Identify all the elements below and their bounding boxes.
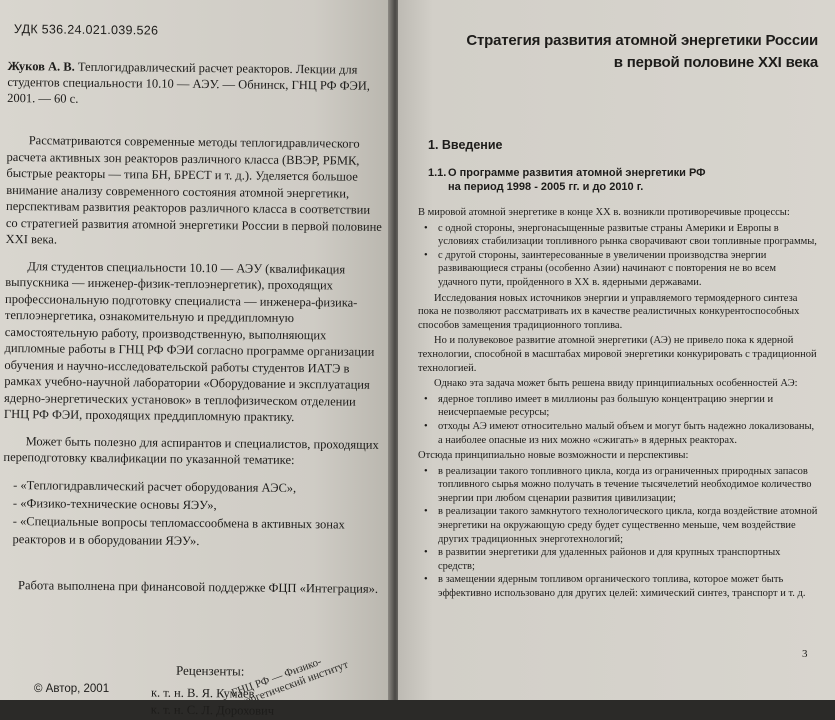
annotation-paragraph-1: Рассматриваются современные методы теплогидравлического расчета активных зон реакторов различного класса (ВВЭР, РБМК, быстрые реакторы — типа БН, БРЕСТ и т. д.). Уделяется большое внимание анализу современного состояния атомной энергетики, перспективам развития реакторов различного класса в соответствии со стратегией развития атомной энергетики России в первой половине XXI века.: [5, 133, 382, 247]
annotation-author: Жуков А. В.: [7, 58, 75, 74]
subsection-title-line-2: на период 1998 - 2005 гг. и до 2010 г.: [448, 181, 644, 193]
body-paragraph-1: В мировой атомной энергетике в конце XX в. возникли противоречивые процессы:: [418, 207, 790, 218]
body-paragraph-2: Исследования новых источников энергии и управляемого термоядерного синтеза пока не позволяют рассматривать их в качестве реалистичных конкурентоспособных способов замещения традиционного топлива.: [418, 292, 800, 331]
section-title: 1. Введение: [428, 138, 503, 152]
copyright: © Автор, 2001: [34, 683, 110, 695]
publisher-line: ГНЦ РФ — Физико-энергетический институт: [230, 655, 350, 711]
funding-note: Работа выполнена при финансовой поддержке ФЦП «Интеграция».: [18, 577, 379, 596]
list-item: • с одной стороны, энергонасыщенные развитые страны Америки и Европы в условиях стабилизации топливного рынка сворачивают свои топливные программы,: [418, 222, 818, 249]
annotation-paragraph-3: Может быть полезно для аспирантов и специалистов, проходящих переподготовку квалификации по указанной тематике:: [3, 433, 379, 468]
process-list: [418, 222, 818, 290]
udc-code: УДК 536.24.021.039.526: [13, 22, 159, 38]
features-list: [418, 393, 818, 447]
topic-list: [2, 475, 381, 551]
reviewers-title: Рецензенты:: [175, 662, 245, 679]
list-item: • в реализации такого замкнутого технологического цикла, когда воздействие атомной энергетики на окружающую среду будет существенно меньше, чем воздействие других традиционных энерготехнологий;: [418, 505, 818, 546]
body-paragraph-4: Однако эта задача может быть решена ввиду принципиальных особенностей АЭ:: [434, 378, 798, 390]
left-page: [0, 0, 392, 718]
list-item: • с другой стороны, заинтересованные в увеличении производства энергии развивающиеся страны (особенно Азии) начинают с повторения не во всем удачного пути, пройденного в XX в. ядерными державами.: [418, 249, 818, 290]
reviewer-name: к. т. н. С. Л. Дорохович: [150, 702, 275, 718]
topic-item: - «Специальные вопросы тепломассообмена в активных зонах реакторов и в оборудовании ЯЭУ».: [12, 513, 345, 548]
annotation-header: [7, 58, 385, 110]
body-paragraph-5: Отсюда принципиально новые возможности и перспективы:: [418, 450, 689, 462]
subsection-number: 1.1.: [428, 167, 447, 179]
list-item: • в реализации такого топливного цикла, когда из ограниченных природных запасов топливного сырья можно получать в течение тысячелетий необходимое количество энергии при любом сценарии развития цивилизации;: [418, 465, 818, 506]
prospects-list: [418, 465, 818, 601]
list-item: • ядерное топливо имеет в миллионы раз большую концентрацию энергии и неисчерпаемые ресурсы;: [418, 393, 818, 420]
list-item: • отходы АЭ имеют относительно малый объем и могут быть надежно локализованы, а наиболее опасные из них можно «сжигать» в ядерных реакторах.: [418, 420, 818, 447]
annotation-paragraph-2: Для студентов специальности 10.10 — АЭУ (квалификация выпускника — инженер-физик-теплоэнергетик), проходящих профессиональную подготовку специалиста — инженера-физика-теплоэнергетика, ознакомительную и преддипломную самостоятельную работу, производственную, выполняющих дипломные работы в ГНЦ РФ ФЭИ согласно программе организации обучения и научно-исследовательской работы студентов ИАТЭ в рамках учебно-научной лаборатории «Оборудование и эксплуатация ядерно-энергетических установок» в теплофизическом отделении ГНЦ РФ ФЭИ, проходящих преддипломную практику.: [3, 258, 375, 425]
left-page-content: [1, 22, 386, 720]
reviewer-name: к. т. н. В. Я. Кумаев: [150, 685, 255, 701]
annotation-text: Теплогидравлический расчет реакторов. Лекции для студентов специальности 10.10 — АЭУ. — Обнинск, ГНЦ РФ ФЭИ, 2001. — 60 с.: [7, 59, 371, 106]
right-page-content: [418, 30, 818, 603]
subsection-title: [428, 166, 818, 194]
topic-item: - «Физико-технические основы ЯЭУ»,: [12, 495, 217, 512]
subsection-title-line-1: О программе развития атомной энергетики РФ: [448, 167, 706, 179]
chapter-title-line-1: Стратегия развития атомной энергетики России: [466, 32, 818, 49]
chapter-title: [418, 30, 818, 74]
list-item: • в замещении ядерным топливом органического топлива, которое может быть эффективно использовано для других целей: химический синтез, транспорт и т. д.: [418, 573, 818, 600]
page-number: 3: [802, 648, 808, 660]
list-item: • в развитии энергетики для удаленных районов и для крупных транспортных средств;: [418, 546, 818, 573]
body-paragraph-3: Но и полувековое развитие атомной энергетики (АЭ) не привело пока к ядерной технологии, способной в масштабах мировой энергетики конкурировать с традиционной технологией.: [418, 335, 817, 374]
topic-item: - «Теплогидравлический расчет оборудования АЭС»,: [13, 477, 297, 495]
chapter-title-line-2: в первой половине XXI века: [613, 54, 818, 71]
right-page: [398, 0, 835, 700]
